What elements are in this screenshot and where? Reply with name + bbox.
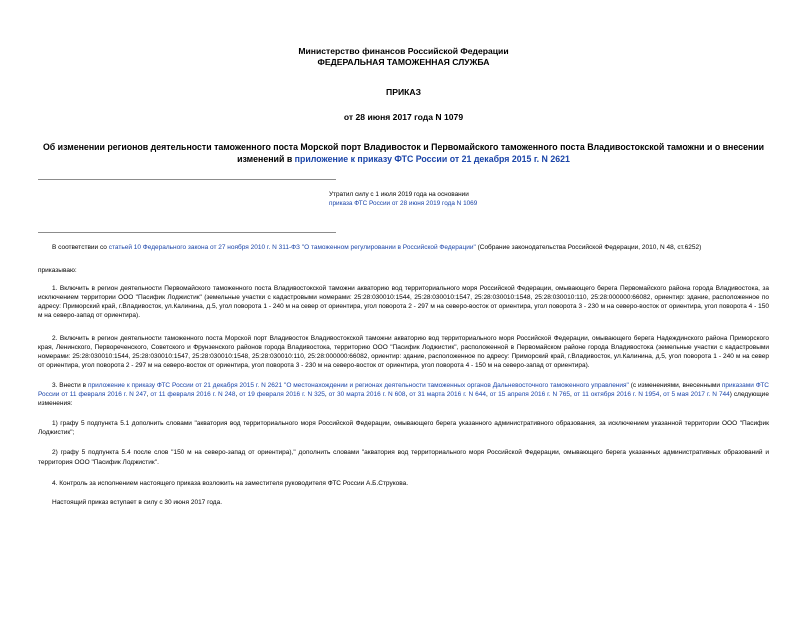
document-header xyxy=(38,46,769,123)
basis-pre: В соответствии со xyxy=(52,244,109,251)
order-word: приказываю: xyxy=(38,267,77,275)
item-3-text: , xyxy=(324,391,329,399)
item-3-text: , xyxy=(405,391,410,399)
ministry-name: Министерство финансов Российской Федерации xyxy=(298,46,509,56)
item-2: 2. Включить в регион деятельности таможенного поста Морской порт Владивосток Владивостокской таможни акваторию вод территориального моря Российской Федерации, омывающего берега Надеждинского района Приморского края, Ленинского, Первореченского, Советского и Фрунзенского районов города Владивостока, территорию ООО "Пасифик Лоджистик", расположенной в Первомайском районе города Владивостока (земельные участки с кадастровыми номерами: 25:28:030010:1544, 25:28:030010:1547, 25:28:030010:1548, 25:28:030010:110, 25:28:000000:66082, ориентир: здание, расположенное по адресу: Приморский край, г.Владивосток, ул.Калинина, д.5, угол поворота 1 - 240 м на север от ориентира, угол поворота 2 - 297 м на северо-восток от ориентира, угол поворота 3 - 230 м на северо-восток от ориентира, угол поворота 4 - 150 м на северо-запад от ориентира). xyxy=(38,334,769,369)
title-link[interactable]: приложение к приказу ФТС России от 21 декабря 2015 г. N 2621 xyxy=(294,154,570,164)
service-name: ФЕДЕРАЛЬНАЯ ТАМОЖЕННАЯ СЛУЖБА xyxy=(317,57,490,67)
item-3-link-765[interactable]: от 15 апреля 2016 г. N 765 xyxy=(489,391,570,399)
item-3-link-1954[interactable]: от 11 октября 2016 г. N 1954 xyxy=(573,391,660,399)
status-line: Утратил силу с 1 июля 2019 года на основании xyxy=(329,191,469,198)
status-link[interactable]: приказа ФТС России от 28 июня 2019 года N 1069 xyxy=(329,200,478,207)
document-page xyxy=(0,46,807,617)
item-3-text: , xyxy=(235,391,240,399)
item-3-link-main[interactable]: приложение к приказу ФТС России от 21 декабря 2015 г. N 2621 "О местонахождении и регионах деятельности таможенных органов Дальневосточного таможенного управления" xyxy=(87,381,629,389)
item-3-text: , xyxy=(486,391,490,399)
item-3-text: ) следующие изменения: xyxy=(38,391,769,408)
item-1: 1. Включить в регион деятельности Первомайского таможенного поста Владивостокской таможни акваторию вод территориального моря Российской Федерации, омывающего берега Первомайского района города Владивостока, за исключением территории ООО "Пасифик Лоджистик" (земельные участки с кадастровыми номерами: 25:28:030010:1544, 25:28:030010:1547, 25:28:030010:1548, 25:28:030010:110, 25:28:000000:66082, ориентир: здание, расположенное по адресу: Приморский край, г.Владивосток, ул.Калинина, д.5, угол поворота 1 - 240 м на север от ориентира, угол поворота 2 - 297 м на северо-восток от ориентира, угол поворота 3 - 230 м на северо-восток от ориентира, угол поворота 4 - 150 м на северо-запад от ориентира). xyxy=(38,285,769,320)
item-3-link-248[interactable]: от 11 февраля 2016 г. N 248 xyxy=(150,391,236,399)
divider-top xyxy=(38,179,336,180)
item-3-text: , xyxy=(659,391,664,399)
item-3-2: 2) графу 5 подпункта 5.4 после слов "150 м на северо-запад от ориентира)," дополнить словами "акватория вод территориального моря Российской Федерации, омывающего берега указанных административных образований и территория ООО "Пасифик Лоджистик". xyxy=(38,449,769,466)
item-3-link-608[interactable]: от 30 марта 2016 г. N 608 xyxy=(328,391,406,399)
basis-paragraph xyxy=(38,243,769,252)
item-5: Настоящий приказ вступает в силу с 30 июня 2017 года. xyxy=(52,498,223,506)
divider-bottom xyxy=(38,232,336,233)
item-3-text: , xyxy=(569,391,574,399)
title-text: Об изменении регионов деятельности таможенного поста Морской порт Владивосток и Первомайского таможенного поста Владивостокской таможни и о внесении изменений в xyxy=(42,142,765,164)
item-3-link-744[interactable]: от 5 мая 2017 г. N 744 xyxy=(663,391,730,399)
basis-post: (Собрание законодательства Российской Федерации, 2010, N 48, ст.6252) xyxy=(475,244,702,251)
document-type: ПРИКАЗ xyxy=(386,87,421,97)
item-3-text: 3. Внести в xyxy=(52,381,88,389)
item-3-link-644[interactable]: от 31 марта 2016 г. N 644 xyxy=(409,391,487,399)
item-3-1: 1) графу 5 подпункта 5.1 дополнить словами "акватория вод территориального моря Российской Федерации, омывающего берега указанного административного образования, за исключением указанной территории ООО "Пасифик Лоджистик"; xyxy=(38,420,769,437)
status-note xyxy=(329,190,769,208)
item-3-text: , xyxy=(146,391,151,399)
basis-link[interactable]: статьей 10 Федерального закона от 27 ноября 2010 г. N 311-ФЗ "О таможенном регулировании в Российской Федерации" xyxy=(108,244,476,251)
item-4: 4. Контроль за исполнением настоящего приказа возложить на заместителя руководителя ФТС России А.Б.Струкова. xyxy=(52,479,409,487)
item-3-text: (с изменениями, внесенными xyxy=(628,381,722,389)
item-3-link-247[interactable]: приказами ФТС России от 11 февраля 2016 г. N 247 xyxy=(38,381,769,399)
document-date-number: от 28 июня 2017 года N 1079 xyxy=(343,112,464,122)
document-title xyxy=(38,141,769,165)
item-3 xyxy=(38,381,769,408)
item-3-link-325[interactable]: от 19 февраля 2016 г. N 325 xyxy=(239,391,325,399)
